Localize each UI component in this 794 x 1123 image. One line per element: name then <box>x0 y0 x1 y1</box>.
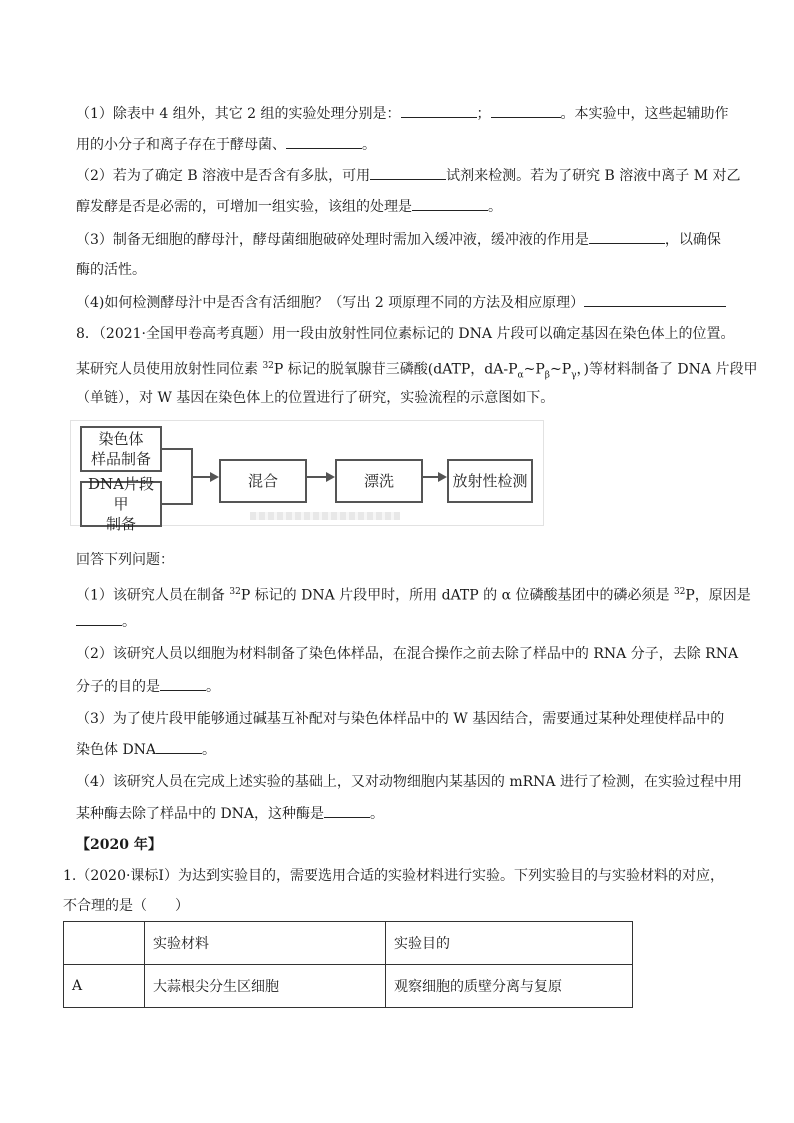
answer-blank[interactable] <box>286 134 362 149</box>
connector-line <box>307 476 327 478</box>
year-header: 【2020 年】 <box>76 837 162 853</box>
answer-blank[interactable] <box>370 165 446 180</box>
table-header-row <box>64 922 633 965</box>
superscript: 32 <box>262 361 274 371</box>
q8-sub2-line1 <box>76 644 738 664</box>
q7-part1-line2 <box>76 134 376 155</box>
table-header-cell <box>64 922 145 965</box>
text: 用的小分子和离子存在于酵母菌、 <box>76 137 286 153</box>
text: 。 <box>370 806 385 822</box>
text: ~P <box>523 361 545 378</box>
superscript: 32 <box>673 587 686 597</box>
text: 。 <box>206 679 220 695</box>
answer-blank[interactable] <box>160 676 206 691</box>
text: （3）制备无细胞的酵母汁，酵母菌细胞破碎处理时需加入缓冲液，缓冲液的作用是 <box>76 232 589 248</box>
table-header-cell: 实验目的 <box>386 922 633 965</box>
text: 不合理的是（ ） <box>63 898 189 914</box>
text: P 标记的 DNA 片段甲时，所用 dATP 的 α 位磷酸基团中的磷必须是 <box>240 587 674 604</box>
table-row <box>64 965 633 1008</box>
text: （单链），对 W 基因在染色体上的位置进行了研究，实验流程的示意图如下。 <box>76 390 555 406</box>
q1-2020-line1 <box>63 866 724 886</box>
q8-sub4-line2 <box>76 803 384 824</box>
text: P，原因是 <box>685 587 751 604</box>
text: 醇发酵是否是必需的，可增加一组实验，该组的处理是 <box>76 199 412 215</box>
q7-part2-line2 <box>76 196 502 217</box>
text: （2）该研究人员以细胞为材料制备了染色体样品，在混合操作之前去除了样品中的 RNA 分子，去除 RNA <box>76 646 739 662</box>
text: 。 <box>202 742 217 758</box>
faded-watermark <box>250 512 400 520</box>
text: 分子的目的是 <box>76 679 160 695</box>
connector-line <box>162 448 192 450</box>
text: （4）该研究人员在完成上述实验的基础上，又对动物细胞内某基因的 mRNA 进行了检测，在实验过程中用 <box>76 774 742 790</box>
text: 某研究人员使用放射性同位素 <box>76 361 263 378</box>
text: 1.（2020·课标Ⅰ）为达到实验目的，需要选用合适的实验材料进行实验。下列实验目的与实验材料的对应， <box>63 868 724 884</box>
answer-blank[interactable] <box>156 739 202 754</box>
text: ，)等材料制备了 DNA 片段甲 <box>576 361 758 378</box>
text: 。 <box>122 614 136 630</box>
q8-answer-prompt <box>76 550 174 570</box>
answer-blank[interactable] <box>76 611 122 626</box>
q7-part1-line1 <box>76 103 729 124</box>
table-cell: 大蒜根尖分生区细胞 <box>145 965 386 1008</box>
q7-part3-line2 <box>76 260 146 280</box>
q7-part2-line1 <box>76 165 741 186</box>
answer-blank[interactable] <box>412 196 488 211</box>
q7-part3-line1 <box>76 229 721 250</box>
flow-box-radioactivity-detection: 放射性检测 <box>447 459 533 503</box>
q8-sub1-line2 <box>76 611 136 632</box>
flow-box-chromosome-sample: 染色体 样品制备 <box>80 426 162 472</box>
text: （3）为了使片段甲能够通过碱基互补配对与染色体样品中的 W 基因结合，需要通过某种处理使样品中的 <box>76 711 725 727</box>
text: 回答下列问题： <box>76 552 174 568</box>
answer-blank[interactable] <box>324 803 370 818</box>
q8-sub2-line2 <box>76 676 220 697</box>
text: ~P <box>549 361 572 378</box>
q8-intro-line3 <box>76 388 554 408</box>
arrow-right-icon <box>438 472 447 482</box>
answer-blank[interactable] <box>589 229 665 244</box>
arrow-right-icon <box>210 472 219 482</box>
table-cell: 观察细胞的质壁分离与复原 <box>386 965 633 1008</box>
text: （1）除表中 4 组外，其它 2 组的实验处理分别是： <box>76 106 401 122</box>
connector-line <box>162 503 192 505</box>
q8-sub1-line1 <box>76 582 751 606</box>
text: P 标记的脱氧腺苷三磷酸(dATP，dA-P <box>273 361 518 378</box>
flow-box-dna-fragment: DNA片段甲 制备 <box>80 481 162 527</box>
text: 。 <box>362 137 376 153</box>
q8-sub3-line2 <box>76 739 216 760</box>
subscript: β <box>544 370 550 381</box>
text: ； <box>476 106 491 122</box>
text: （1）该研究人员在制备 <box>76 587 230 604</box>
q8-sub3-line1 <box>76 709 724 729</box>
q8-intro-line2 <box>76 356 757 385</box>
text: （2）若为了确定 B 溶液中是否含有多肽，可用 <box>76 168 371 184</box>
answer-blank[interactable] <box>584 292 726 307</box>
text: 试剂来检测。若为了研究 B 溶液中离子 M 对乙 <box>446 168 741 184</box>
text: （4)如何检测酵母汁中是否含有活细胞？（写出 2 项原理不同的方法及相应原理） <box>76 295 585 311</box>
text: 8．（2021·全国甲卷高考真题）用一段由放射性同位素标记的 DNA 片段可以确定基因在染色体上的位置。 <box>76 326 735 342</box>
text: ，以确保 <box>664 232 721 248</box>
superscript: 32 <box>229 587 241 597</box>
answer-blank[interactable] <box>491 103 561 118</box>
flow-box-mix: 混合 <box>219 459 307 503</box>
text: 染色体 DNA <box>76 742 157 758</box>
materials-table <box>63 921 633 1008</box>
connector-line <box>191 476 211 478</box>
connector-line <box>423 476 439 478</box>
arrow-right-icon <box>326 472 335 482</box>
text: 酶的活性。 <box>76 262 146 278</box>
subscript: α <box>517 370 524 381</box>
q7-part4-line1 <box>76 292 726 313</box>
table-header-cell: 实验材料 <box>145 922 386 965</box>
text: 。本实验中，这些起辅助作 <box>560 106 729 122</box>
subscript: γ <box>571 370 577 381</box>
text: 。 <box>488 199 502 215</box>
flow-box-rinse: 漂洗 <box>335 459 423 503</box>
q8-intro-line1 <box>76 324 734 344</box>
text: 某种酶去除了样品中的 DNA，这种酶是 <box>76 806 325 822</box>
table-cell: A <box>64 965 145 1008</box>
q1-2020-line2 <box>63 896 189 916</box>
q8-sub4-line1 <box>76 772 742 792</box>
answer-blank[interactable] <box>401 103 477 118</box>
